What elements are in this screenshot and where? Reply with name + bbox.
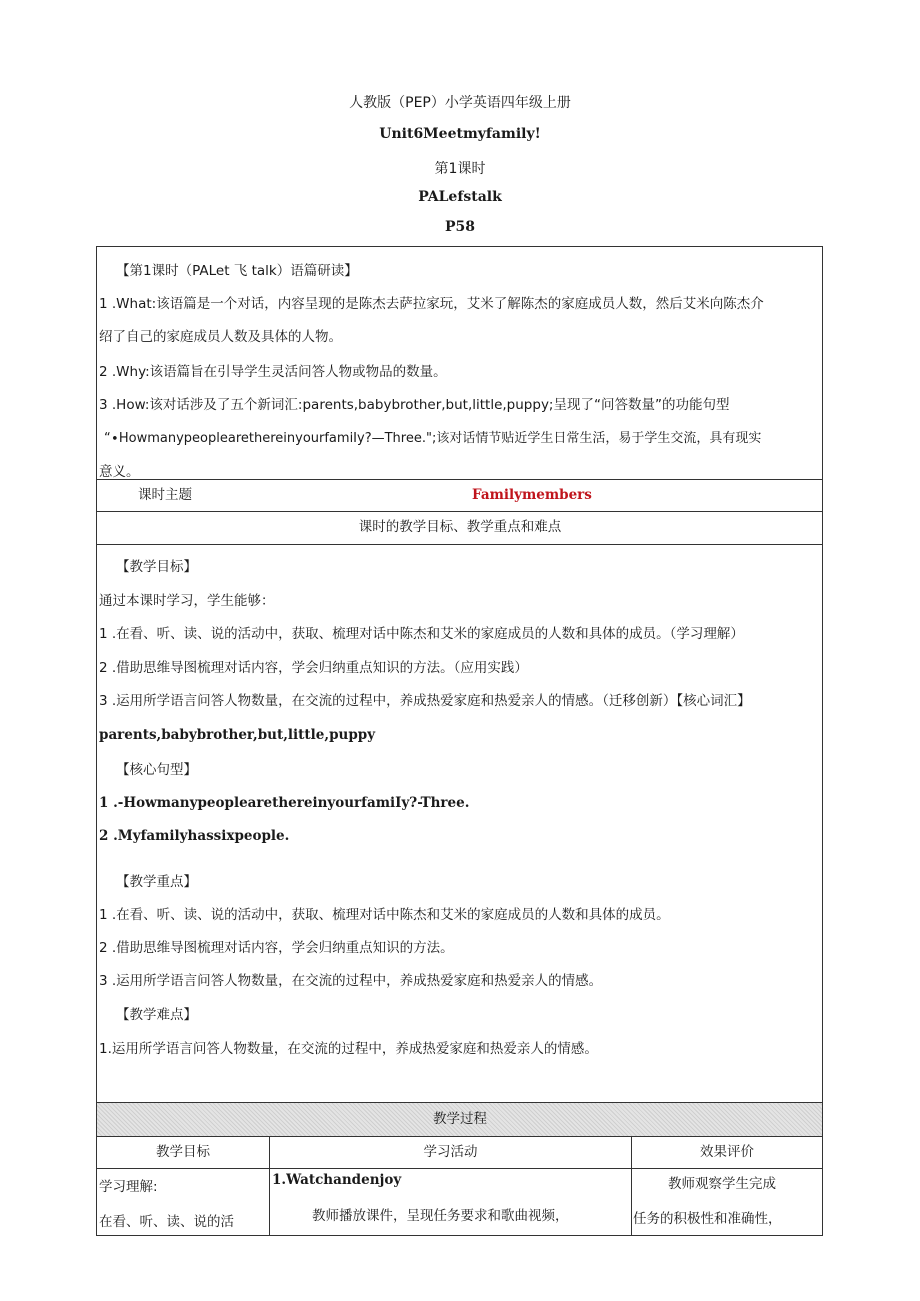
topic-value: Familymembers	[472, 487, 592, 503]
doc-header-unit: Unit6Meetmyfamily!	[379, 126, 541, 142]
analysis-what-line1: 1 .What:该语篇是一个对话，内容呈现的是陈杰去萨拉家玩，艾米了解陈杰的家庭成员人数，然后艾米向陈杰介	[99, 296, 764, 312]
process-title: 教学过程	[433, 1111, 487, 1127]
difficulty-1: 1.运用所学语言问答人物数量，在交流的过程中，养成热爱家庭和热爱亲人的情感。	[99, 1041, 598, 1057]
core-sentence-2: 2 .Myfamilyhassixpeople.	[99, 828, 290, 844]
table-divider	[96, 479, 823, 480]
doc-header-lesson: 第1课时	[434, 161, 486, 177]
process-r1-eval-line1: 教师观察学生完成	[668, 1176, 776, 1192]
analysis-title: 【第1课时（PALet 飞 talk）语篇研读】	[116, 263, 358, 279]
table-divider	[96, 544, 823, 545]
goals-section-header: 课时的教学目标、教学重点和难点	[358, 519, 562, 535]
topic-label: 课时主题	[138, 487, 192, 503]
difficulty-title: 【教学难点】	[116, 1007, 197, 1023]
table-divider	[96, 1136, 823, 1137]
process-r1-activity-desc: 教师播放课件，呈现任务要求和歌曲视频，	[312, 1208, 569, 1224]
analysis-how-line3: 意义。	[99, 464, 140, 480]
core-sentence-1: 1 .-HowmanypeoplearethereinyourfamiIy?-Three.	[99, 795, 470, 811]
core-vocabulary: parents,babybrother,but,little,puppy	[99, 727, 376, 743]
objective-1: 1 .在看、听、读、说的活动中，获取、梳理对话中陈杰和艾米的家庭成员的人数和具体的成员。（学习理解）	[99, 626, 744, 642]
process-col-goal: 教学目标	[156, 1144, 210, 1160]
doc-header-part: PALefstalk	[418, 189, 502, 205]
analysis-why: 2 .Why:该语篇旨在引导学生灵活问答人物或物品的数量。	[99, 364, 447, 380]
key-point-2: 2 .借助思维导图梳理对话内容，学会归纳重点知识的方法。	[99, 940, 454, 956]
process-r1-goal-line1: 学习理解:	[99, 1179, 158, 1195]
process-col-evaluation: 效果评价	[700, 1144, 754, 1160]
process-r1-activity-title: 1.Watchandenjoy	[272, 1172, 402, 1188]
doc-header-page: P58	[444, 219, 475, 235]
process-r1-eval-line2: 任务的积极性和准确性，	[633, 1211, 782, 1227]
process-col-activity: 学习活动	[423, 1144, 478, 1160]
table-divider	[96, 1168, 823, 1169]
analysis-how-line1: 3 .How:该对话涉及了五个新词汇:parents,babybrother,but,little,puppy;呈现了“问答数量”的功能句型	[99, 397, 730, 413]
table-divider	[96, 511, 823, 512]
doc-header-textbook: 人教版（PEP）小学英语四年级上册	[349, 95, 571, 111]
objectives-intro: 通过本课时学习，学生能够：	[99, 593, 275, 609]
key-point-1: 1 .在看、听、读、说的活动中，获取、梳理对话中陈杰和艾米的家庭成员的人数和具体的成员。	[99, 907, 670, 923]
objectives-title: 【教学目标】	[116, 559, 197, 575]
analysis-what-line2: 绍了自己的家庭成员人数及具体的人物。	[99, 329, 342, 345]
key-point-3: 3 .运用所学语言问答人物数量，在交流的过程中，养成热爱家庭和热爱亲人的情感。	[99, 973, 603, 989]
table-divider	[96, 1102, 823, 1103]
analysis-how-line2: “∙HowmanypeoplearethereinyourfamiIy?—Three.";该对话情节贴近学生日常生活，易于学生交流，具有现实	[104, 431, 762, 446]
sentences-title: 【核心句型】	[116, 762, 197, 778]
objective-3: 3 .运用所学语言问答人物数量，在交流的过程中，养成热爱家庭和热爱亲人的情感。（迁移创新）【核心词汇】	[99, 693, 751, 709]
objective-2: 2 .借助思维导图梳理对话内容，学会归纳重点知识的方法。（应用实践）	[99, 660, 528, 676]
process-r1-goal-line2: 在看、听、读、说的活	[99, 1214, 234, 1230]
key-points-title: 【教学重点】	[116, 874, 197, 890]
